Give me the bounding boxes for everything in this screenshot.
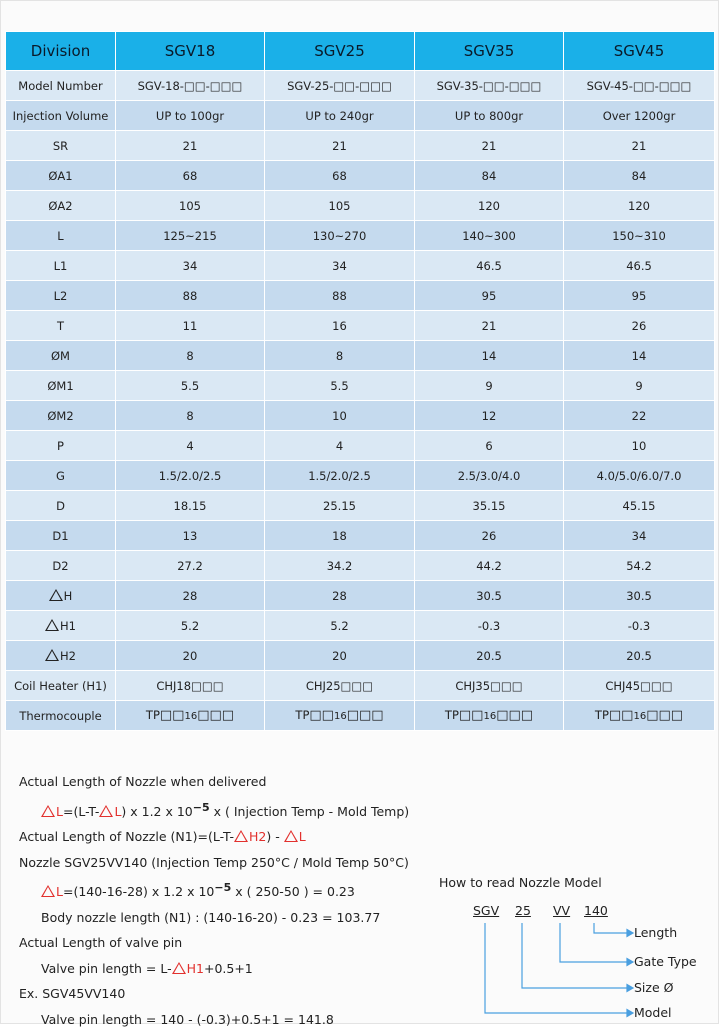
- table-cell: CHJ45□□□: [564, 671, 715, 701]
- table-cell: 34: [116, 251, 265, 281]
- label-gate-type: Gate Type: [634, 954, 697, 969]
- delta-icon: [45, 619, 59, 631]
- code-model: SGV: [473, 903, 500, 918]
- delta-icon: [99, 805, 113, 817]
- table-cell: 34.2: [265, 551, 415, 581]
- table-cell: 45.15: [564, 491, 715, 521]
- table-cell: 68: [116, 161, 265, 191]
- table-cell: 2.5/3.0/4.0: [415, 461, 564, 491]
- table-cell: 26: [564, 311, 715, 341]
- table-row: [6, 371, 715, 401]
- table-cell: 46.5: [564, 251, 715, 281]
- table-cell: 16: [265, 311, 415, 341]
- table-cell: 28: [265, 581, 415, 611]
- table-row: [6, 191, 715, 221]
- table-cell: 1.5/2.0/2.5: [265, 461, 415, 491]
- header-row: [6, 32, 715, 71]
- table-cell: 21: [116, 131, 265, 161]
- formula-n1: Actual Length of Nozzle (N1)=(L-T- H2) - L: [19, 829, 306, 845]
- header-sgv45: SGV45: [564, 32, 715, 71]
- row-label: L2: [6, 281, 116, 311]
- row-label: D2: [6, 551, 116, 581]
- table-cell: 130~270: [265, 221, 415, 251]
- table-cell: TP□□16□□□: [265, 701, 415, 731]
- table-cell: 10: [265, 401, 415, 431]
- row-label: ØM: [6, 341, 116, 371]
- row-label: Coil Heater (H1): [6, 671, 116, 701]
- table-row: [6, 551, 715, 581]
- table-cell: 125~215: [116, 221, 265, 251]
- formula-notes: [19, 769, 409, 1032]
- table-row: [6, 431, 715, 461]
- formula-delta-l: L=(L-T- L) x 1.2 x $10^{-5}$ x ( Injection Temp - Mold Temp): [19, 795, 409, 825]
- row-label: ØM1: [6, 371, 116, 401]
- table-cell: 150~310: [564, 221, 715, 251]
- table-cell: 21: [564, 131, 715, 161]
- valve-pin-title: Actual Length of valve pin: [19, 935, 183, 951]
- table-cell: 13: [116, 521, 265, 551]
- table-cell: 4: [265, 431, 415, 461]
- table-cell: 22: [564, 401, 715, 431]
- header-division: Division: [6, 32, 116, 71]
- table-cell: TP□□16□□□: [415, 701, 564, 731]
- row-label: L: [6, 221, 116, 251]
- table-cell: 5.2: [116, 611, 265, 641]
- table-cell: 44.2: [415, 551, 564, 581]
- delta-icon: [45, 649, 59, 661]
- table-cell: 21: [265, 131, 415, 161]
- valve-pin-example: Valve pin length = 140 - (-0.3)+0.5+1 = 141.8: [41, 1011, 334, 1027]
- table-cell: 8: [265, 341, 415, 371]
- row-label: H: [6, 581, 116, 611]
- table-cell: UP to 800gr: [415, 101, 564, 131]
- table-cell: 8: [116, 401, 265, 431]
- table-cell: 120: [564, 191, 715, 221]
- header-sgv25: SGV25: [265, 32, 415, 71]
- table-cell: 84: [415, 161, 564, 191]
- table-cell: 88: [265, 281, 415, 311]
- table-cell: 27.2: [116, 551, 265, 581]
- row-label: H1: [6, 611, 116, 641]
- table-row: [6, 131, 715, 161]
- label-size: Size Ø: [634, 980, 674, 995]
- table-row: [6, 161, 715, 191]
- table-row: [6, 611, 715, 641]
- valve-pin-example-title: Ex. SGV45VV140: [19, 986, 126, 1002]
- table-row: [6, 401, 715, 431]
- table-row: [6, 251, 715, 281]
- table-cell: 28: [116, 581, 265, 611]
- table-row-thermocouple: [6, 701, 715, 731]
- row-label: ØM2: [6, 401, 116, 431]
- row-label: Thermocouple: [6, 701, 116, 731]
- label-length: Length: [634, 925, 678, 940]
- table-cell: 95: [415, 281, 564, 311]
- table-cell: 6: [415, 431, 564, 461]
- table-cell: 68: [265, 161, 415, 191]
- table-cell: 18.15: [116, 491, 265, 521]
- code-length: 140: [584, 903, 608, 918]
- decoder-title: How to read Nozzle Model: [439, 875, 602, 890]
- row-label: Injection Volume: [6, 101, 116, 131]
- row-label: G: [6, 461, 116, 491]
- table-cell: 5.5: [265, 371, 415, 401]
- table-row: [6, 491, 715, 521]
- delta-icon: [284, 830, 298, 842]
- example-delta-l: L=(140-16-28) x 1.2 x $10^{-5}$ x ( 250-50 ) = 0.23: [19, 875, 409, 905]
- table-row: [6, 461, 715, 491]
- table-cell: 20: [116, 641, 265, 671]
- table-cell: 105: [116, 191, 265, 221]
- table-cell: TP□□16□□□: [564, 701, 715, 731]
- row-label: SR: [6, 131, 116, 161]
- delta-icon: [49, 589, 63, 601]
- table-row: [6, 71, 715, 101]
- table-cell: CHJ35□□□: [415, 671, 564, 701]
- table-cell: 30.5: [415, 581, 564, 611]
- table-cell: 84: [564, 161, 715, 191]
- table-row: [6, 281, 715, 311]
- table-cell: 20.5: [564, 641, 715, 671]
- table-cell: CHJ18□□□: [116, 671, 265, 701]
- code-size: 25: [515, 903, 531, 918]
- table-cell: Over 1200gr: [564, 101, 715, 131]
- label-model: Model: [634, 1005, 672, 1020]
- table-cell: 25.15: [265, 491, 415, 521]
- example-title: Nozzle SGV25VV140 (Injection Temp 250°C / Mold Temp 50°C): [19, 854, 409, 870]
- table-cell: 4.0/5.0/6.0/7.0: [564, 461, 715, 491]
- table-cell: 35.15: [415, 491, 564, 521]
- valve-pin-formula: Valve pin length = L- H1+0.5+1: [41, 960, 253, 976]
- table-cell: 26: [415, 521, 564, 551]
- table-row: [6, 221, 715, 251]
- table-cell: 18: [265, 521, 415, 551]
- table-row: [6, 671, 715, 701]
- table-row: [6, 101, 715, 131]
- table-cell: 30.5: [564, 581, 715, 611]
- table-row: [6, 341, 715, 371]
- row-label: T: [6, 311, 116, 341]
- row-label: P: [6, 431, 116, 461]
- table-cell: 21: [415, 131, 564, 161]
- spec-table: [5, 31, 715, 731]
- table-cell: 11: [116, 311, 265, 341]
- delta-icon: [41, 885, 55, 897]
- header-sgv35: SGV35: [415, 32, 564, 71]
- example-body-length: Body nozzle length (N1) : (140-16-20) - 0.23 = 103.77: [41, 909, 381, 925]
- table-cell: 54.2: [564, 551, 715, 581]
- table-row: [6, 581, 715, 611]
- table-cell: 95: [564, 281, 715, 311]
- table-cell: SGV-45-□□-□□□: [564, 71, 715, 101]
- table-cell: 88: [116, 281, 265, 311]
- row-label: D1: [6, 521, 116, 551]
- table-row: [6, 311, 715, 341]
- model-decoder: [439, 871, 709, 1021]
- table-cell: 10: [564, 431, 715, 461]
- table-cell: 20.5: [415, 641, 564, 671]
- table-cell: 46.5: [415, 251, 564, 281]
- table-cell: 14: [564, 341, 715, 371]
- table-cell: 1.5/2.0/2.5: [116, 461, 265, 491]
- table-cell: 21: [415, 311, 564, 341]
- table-cell: -0.3: [564, 611, 715, 641]
- table-cell: UP to 100gr: [116, 101, 265, 131]
- row-label: ØA1: [6, 161, 116, 191]
- table-cell: UP to 240gr: [265, 101, 415, 131]
- table-cell: 120: [415, 191, 564, 221]
- table-cell: 4: [116, 431, 265, 461]
- decoder-arrows: [439, 871, 709, 1021]
- row-label: Model Number: [6, 71, 116, 101]
- table-cell: 8: [116, 341, 265, 371]
- table-cell: TP□□16□□□: [116, 701, 265, 731]
- delta-icon: [41, 805, 55, 817]
- table-cell: -0.3: [415, 611, 564, 641]
- header-sgv18: SGV18: [116, 32, 265, 71]
- table-cell: 12: [415, 401, 564, 431]
- table-cell: 5.5: [116, 371, 265, 401]
- table-cell: 14: [415, 341, 564, 371]
- table-cell: 5.2: [265, 611, 415, 641]
- table-cell: SGV-25-□□-□□□: [265, 71, 415, 101]
- table-row: [6, 521, 715, 551]
- table-cell: SGV-35-□□-□□□: [415, 71, 564, 101]
- table-row: [6, 641, 715, 671]
- table-cell: 9: [564, 371, 715, 401]
- code-gate: VV: [553, 903, 571, 918]
- delta-icon: [172, 962, 186, 974]
- table-cell: 34: [564, 521, 715, 551]
- table-cell: CHJ25□□□: [265, 671, 415, 701]
- table-cell: 9: [415, 371, 564, 401]
- delta-icon: [234, 830, 248, 842]
- row-label: ØA2: [6, 191, 116, 221]
- table-cell: 140~300: [415, 221, 564, 251]
- table-cell: 20: [265, 641, 415, 671]
- row-label: L1: [6, 251, 116, 281]
- row-label: D: [6, 491, 116, 521]
- note-title-delivered: Actual Length of Nozzle when delivered: [19, 774, 267, 789]
- table-cell: 34: [265, 251, 415, 281]
- table-cell: 105: [265, 191, 415, 221]
- row-label: H2: [6, 641, 116, 671]
- table-cell: SGV-18-□□-□□□: [116, 71, 265, 101]
